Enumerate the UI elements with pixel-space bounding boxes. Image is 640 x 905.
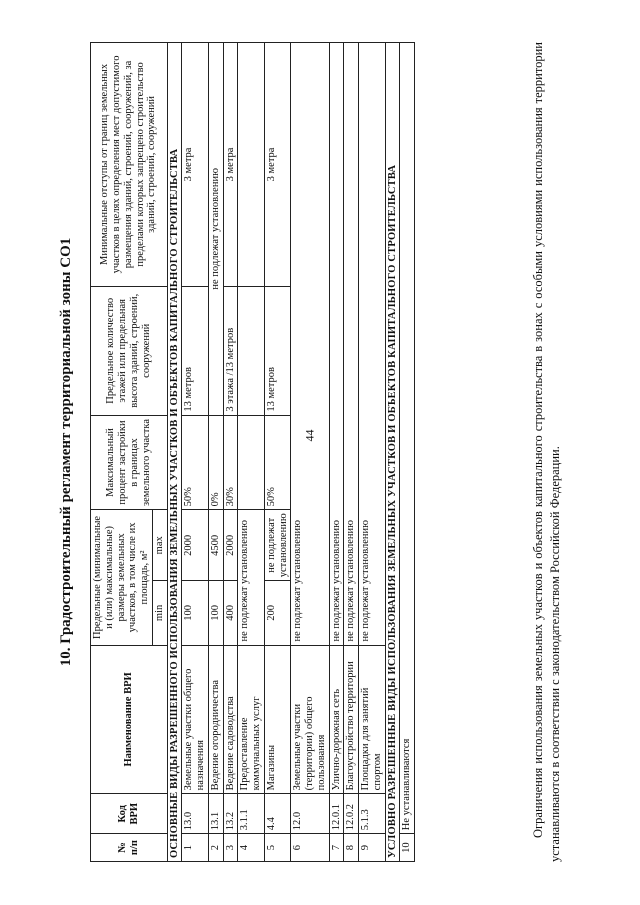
- cell-offset: 3 метра: [223, 43, 238, 287]
- cell-code: 13.0: [182, 794, 209, 834]
- cell-code: 12.0: [291, 794, 329, 834]
- header-min: min: [152, 581, 167, 645]
- cell-name: Благоустройство территории: [344, 645, 359, 794]
- cell-pct: 30%: [223, 415, 238, 510]
- cell-num: 7: [329, 834, 344, 862]
- cell-max: 4500: [208, 510, 223, 581]
- cell-num: 8: [344, 834, 359, 862]
- table-row: [223, 43, 238, 862]
- cell-not-set: не подлежат установлению: [291, 43, 329, 646]
- cell-name: Улично-дорожная сеть: [329, 645, 344, 794]
- cell-name: Земельные участки общего назначения: [182, 645, 209, 794]
- header-num: № п/п: [91, 834, 168, 862]
- cell-min: 200: [264, 581, 291, 645]
- rotated-page: [50, 42, 590, 862]
- regulation-table: [90, 42, 415, 862]
- cell-floors: 13 метров: [264, 286, 291, 415]
- cell-pct: 50%: [182, 415, 209, 510]
- page-number: 44: [302, 429, 317, 442]
- cell-pct: 50%: [264, 415, 291, 510]
- section-cond-row: [385, 43, 400, 862]
- cell-code: 5.1.3: [359, 794, 386, 834]
- footnote-text: Ограничения использования земельных участков и объектов капитального строительства в зонах с особыми условиями использования территории устанавливаются в соответствии с законодательством Российской Федерации.: [531, 42, 562, 862]
- cell-code: 4.4: [264, 794, 291, 834]
- cell-num: 5: [264, 834, 291, 862]
- section-main-row: [167, 43, 182, 862]
- cell-name: Предоставление коммунальных услуг: [238, 645, 265, 794]
- cell-not-set: не подлежат установлению: [359, 43, 386, 646]
- table-row: [400, 43, 415, 862]
- cell-pct: 0%: [208, 415, 223, 510]
- cell-not-established: Не устанавливаются: [400, 43, 415, 834]
- cell-not-set: не подлежат установлению: [208, 43, 223, 416]
- cell-num: 1: [182, 834, 209, 862]
- cell-min: 100: [182, 581, 209, 645]
- header-name: Наименование ВРИ: [91, 645, 168, 794]
- page-title: 10. Градостроительный регламент территориальной зоны СО1: [58, 237, 74, 667]
- cell-empty: [238, 43, 265, 287]
- section-main: ОСНОВНЫЕ ВИДЫ РАЗРЕШЕННОГО ИСПОЛЬЗОВАНИЯ ЗЕМЕЛЬНЫХ УЧАСТКОВ И ОБЪЕКТОВ КАПИТАЛЬНОГО СТРОИТЕЛЬСТВА: [167, 43, 182, 862]
- cell-not-set: не подлежат установлению: [238, 510, 265, 645]
- header-max: max: [152, 510, 167, 581]
- cell-num: 3: [223, 834, 238, 862]
- cell-num: 4: [238, 834, 265, 862]
- table-row: [238, 43, 265, 862]
- cell-num: 2: [208, 834, 223, 862]
- cell-floors: 3 этажа /13 метров: [223, 286, 238, 415]
- cell-code: 13.2: [223, 794, 238, 834]
- cell-name: Площадки для занятий спортом: [359, 645, 386, 794]
- table-row: [291, 43, 329, 862]
- cell-name: Магазины: [264, 645, 291, 794]
- cell-not-set: не подлежат установлению: [344, 43, 359, 646]
- table-row: [344, 43, 359, 862]
- cell-floors: 13 метров: [182, 286, 209, 415]
- cell-not-set: не подлежат установлению: [329, 43, 344, 646]
- cell-name: Ведение садоводства: [223, 645, 238, 794]
- header-code: Код ВРИ: [91, 794, 168, 834]
- cell-num: 6: [291, 834, 329, 862]
- header-size: Предельные (минимальные и (или) максимальные) размеры земельных участков, в том числе их площадь, м²: [91, 510, 153, 645]
- cell-code: 13.1: [208, 794, 223, 834]
- section-conditional: УСЛОВНО РАЗРЕШЕННЫЕ ВИДЫ ИСПОЛЬЗОВАНИЯ ЗЕМЕЛЬНЫХ УЧАСТКОВ И ОБЪЕКТОВ КАПИТАЛЬНОГО СТРОИТЕЛЬСТВА: [385, 43, 400, 862]
- table-header-row: [91, 43, 153, 862]
- header-offset: Минимальные отступы от границ земельных участков в целях определения мест допустимого размещения зданий, строений, сооружений, за пределами которых запрещено строительство зданий, строений, сооружений: [91, 43, 168, 287]
- cell-code: 12.0.1: [329, 794, 344, 834]
- cell-max: не подлежат установлению: [264, 510, 291, 581]
- cell-max: 2000: [223, 510, 238, 581]
- cell-min: 400: [223, 581, 238, 645]
- table-row: [264, 43, 291, 862]
- header-pct: Максимальный процент застройки в границах земельного участка: [91, 415, 168, 510]
- cell-name: Земельные участки (территории) общего пользования: [291, 645, 329, 794]
- cell-code: 12.0.2: [344, 794, 359, 834]
- table-row: [329, 43, 344, 862]
- table-row: [208, 43, 223, 862]
- cell-name: Ведение огородничества: [208, 645, 223, 794]
- cell-empty: [238, 286, 265, 415]
- cell-num: 10: [400, 834, 415, 862]
- cell-min: 100: [208, 581, 223, 645]
- header-floors: Предельное количество этажей или предельная высота зданий, строений, сооружений: [91, 286, 168, 415]
- table-row: [359, 43, 386, 862]
- table-row: [182, 43, 209, 862]
- cell-num: 9: [359, 834, 386, 862]
- cell-empty: [238, 415, 265, 510]
- cell-max: 2000: [182, 510, 209, 581]
- cell-offset: 3 метра: [182, 43, 209, 287]
- cell-offset: 3 метра: [264, 43, 291, 287]
- cell-code: 3.1.1: [238, 794, 265, 834]
